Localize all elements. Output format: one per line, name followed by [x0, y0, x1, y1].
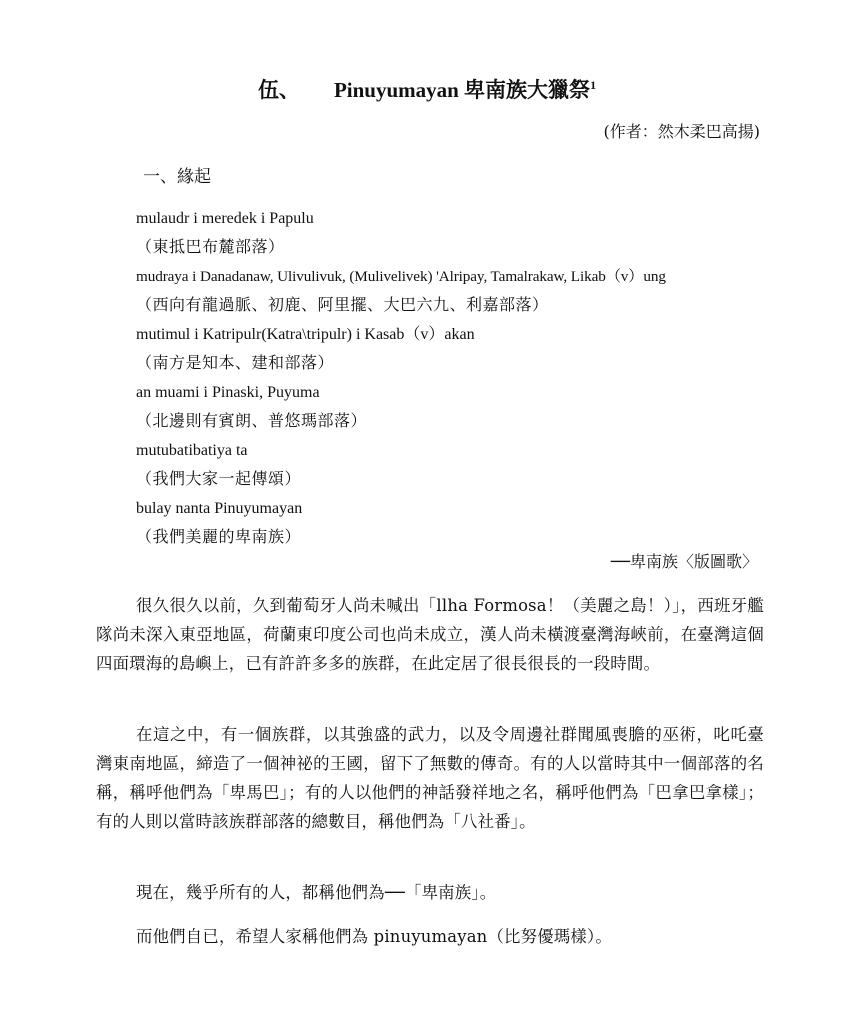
body-paragraph: 而他們自已，希望人家稱他們為 pinuyumayan（比努優瑪樣）。 [136, 927, 612, 946]
footnote-mark[interactable]: 1 [590, 78, 597, 92]
lyric-translation: （北邊則有賓朗、普悠瑪部落） [136, 413, 368, 430]
lyric-line: bulay nanta Pinuyumayan [136, 500, 303, 517]
lyric-translation: （西向有龍過脈、初鹿、阿里擺、大巴六九、利嘉部落） [136, 297, 549, 314]
lyric-translation: （我們大家一起傳頌） [136, 471, 302, 488]
lyric-line: mutubatibatiya ta [136, 442, 248, 459]
lyric-line: mudraya i Danadanaw, Ulivulivuk, (Mulivelivek) 'Alripay, Tamalrakaw, Likab（v）ung [136, 268, 666, 285]
song-lyrics [136, 206, 766, 554]
song-source: ──卑南族〈版圖歌〉 [610, 552, 758, 571]
lyric-translation: （南方是知本、建和部落） [136, 355, 335, 372]
body-paragraph: 很久很久以前，久到葡萄牙人尚未喊出「llha Formosa！（美麗之島！）」，西班牙艦隊尚未深入東亞地區，荷蘭東印度公司也尚未成立，漢人尚未橫渡臺灣海峽前，在臺灣這個四面環海的島嶼上，已有許許多多的族群，在此定居了很長很長的一段時間。 [96, 596, 764, 673]
lyric-line: an muami i Pinaski, Puyuma [136, 384, 320, 401]
lyric-translation: （我們美麗的卑南族） [136, 529, 302, 546]
section-title: 一、緣起 [143, 167, 211, 187]
author-credit: (作者：然木柔巴高揚) [603, 122, 760, 141]
lyric-line: mulaudr i meredek i Papulu [136, 210, 314, 227]
body-paragraph: 在這之中，有一個族群，以其強盛的武力，以及令周邊社群聞風喪膽的巫術，叱吒臺灣東南地區，締造了一個神祕的王國，留下了無數的傳奇。有的人以當時其中一個部落的名稱，稱呼他們為「卑馬巴」；有的人以他們的神話發祥地之名，稱呼他們為「巴拿巴拿樣」；有的人則以當時該族群部落的總數目，稱他們為「八社番」。 [96, 725, 764, 831]
chapter-number: 伍、 [257, 78, 300, 102]
lyric-line: mutimul i Katripulr(Katra\tripulr) i Kasab（v）akan [136, 326, 475, 343]
lyric-translation: （東抵巴布麓部落） [136, 239, 285, 256]
chapter-heading [0, 74, 854, 104]
chapter-title: Pinuyumayan 卑南族大獵祭 [333, 78, 591, 102]
body-paragraph: 現在，幾乎所有的人，都稱他們為──「卑南族」。 [136, 883, 497, 902]
